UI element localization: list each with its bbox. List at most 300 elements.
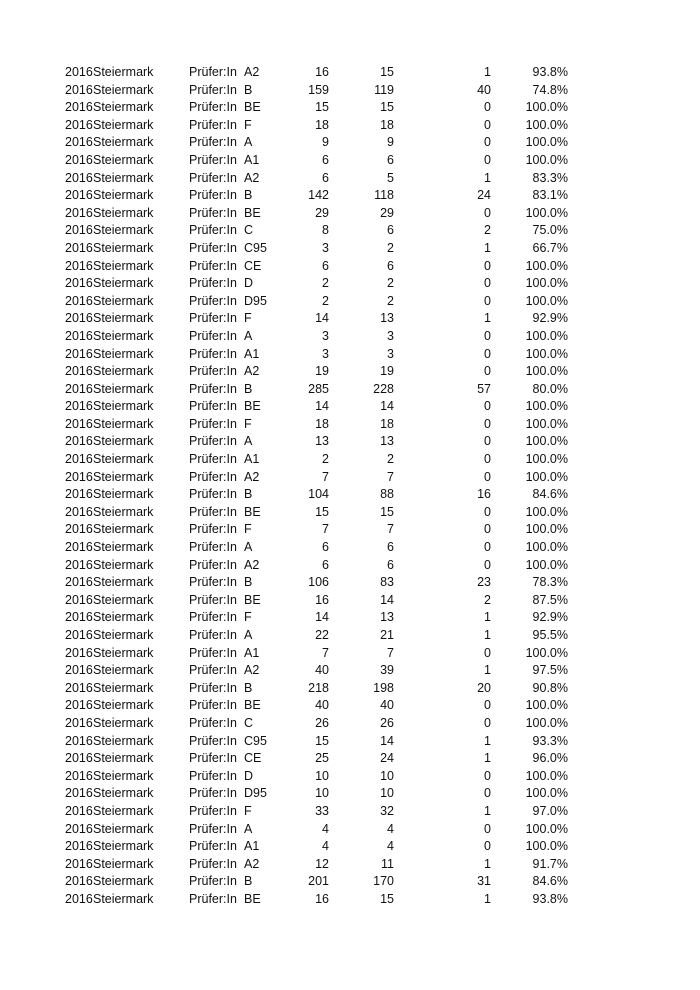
cell-passed: 228 [373, 381, 394, 396]
cell-pass-rate: 100.0% [525, 434, 568, 449]
table-row [0, 627, 700, 645]
cell-failed: 24 [477, 188, 491, 203]
cell-total: 40 [315, 698, 329, 713]
cell-passed: 21 [380, 628, 394, 642]
cell-passed: 13 [380, 610, 394, 625]
cell-failed: 0 [484, 698, 491, 713]
cell-role: Prüfer:In [189, 839, 237, 854]
cell-pass-rate: 83.3% [532, 170, 568, 185]
cell-year: 2016 [65, 874, 93, 889]
cell-region: Steiermark [93, 240, 154, 255]
cell-failed: 1 [484, 803, 491, 818]
table-row [0, 680, 700, 698]
cell-role: Prüfer:In [189, 293, 237, 308]
table-row [0, 838, 700, 856]
table-row [0, 381, 700, 399]
cell-total: 10 [315, 768, 329, 783]
cell-total: 16 [315, 592, 329, 607]
cell-year: 2016 [65, 452, 93, 467]
cell-role: Prüfer:In [189, 786, 237, 801]
cell-year: 2016 [65, 680, 93, 695]
cell-total: 201 [308, 874, 329, 889]
cell-role: Prüfer:In [189, 170, 237, 185]
cell-role: Prüfer:In [189, 205, 237, 220]
cell-total: 3 [322, 240, 329, 255]
cell-passed: 4 [387, 821, 394, 836]
cell-year: 2016 [65, 399, 93, 414]
cell-region: Steiermark [93, 610, 154, 625]
cell-failed: 2 [484, 592, 491, 607]
cell-region: Steiermark [93, 891, 154, 906]
cell-role: Prüfer:In [189, 416, 237, 431]
cell-total: 218 [308, 680, 329, 695]
cell-role: Prüfer:In [189, 592, 237, 607]
cell-year: 2016 [65, 891, 93, 906]
cell-failed: 0 [484, 152, 491, 167]
cell-passed: 2 [387, 276, 394, 291]
cell-failed: 20 [477, 680, 491, 695]
cell-passed: 6 [387, 540, 394, 555]
cell-total: 159 [308, 82, 329, 97]
table-row [0, 82, 700, 100]
cell-role: Prüfer:In [189, 188, 237, 203]
cell-failed: 0 [484, 276, 491, 291]
cell-failed: 2 [484, 223, 491, 238]
cell-year: 2016 [65, 152, 93, 167]
cell-total: 14 [315, 399, 329, 414]
cell-region: Steiermark [93, 592, 154, 607]
table-row [0, 662, 700, 680]
cell-license-class: A [244, 434, 253, 449]
cell-passed: 7 [387, 522, 394, 537]
cell-passed: 18 [380, 117, 394, 132]
cell-license-class: A2 [244, 65, 260, 79]
cell-year: 2016 [65, 346, 93, 361]
cell-region: Steiermark [93, 786, 154, 801]
cell-failed: 0 [484, 346, 491, 361]
cell-total: 14 [315, 610, 329, 625]
cell-region: Steiermark [93, 416, 154, 431]
table-row [0, 64, 700, 82]
cell-passed: 6 [387, 223, 394, 238]
cell-license-class: A2 [244, 663, 260, 678]
cell-total: 26 [315, 715, 329, 730]
cell-license-class: A2 [244, 170, 260, 185]
cell-year: 2016 [65, 258, 93, 273]
cell-role: Prüfer:In [189, 645, 237, 660]
cell-region: Steiermark [93, 117, 154, 132]
cell-pass-rate: 66.7% [532, 240, 568, 255]
cell-region: Steiermark [93, 135, 154, 150]
cell-year: 2016 [65, 575, 93, 590]
table-row [0, 785, 700, 803]
cell-total: 25 [315, 751, 329, 766]
cell-failed: 0 [484, 328, 491, 343]
cell-pass-rate: 95.5% [532, 628, 568, 642]
table-row [0, 117, 700, 135]
cell-license-class: A2 [244, 364, 260, 379]
cell-year: 2016 [65, 100, 93, 115]
cell-failed: 0 [484, 100, 491, 115]
cell-pass-rate: 78.3% [532, 575, 568, 590]
cell-year: 2016 [65, 698, 93, 713]
cell-license-class: BE [244, 504, 261, 519]
table-row [0, 645, 700, 663]
cell-year: 2016 [65, 223, 93, 238]
cell-year: 2016 [65, 522, 93, 537]
cell-role: Prüfer:In [189, 504, 237, 519]
cell-failed: 0 [484, 540, 491, 555]
cell-total: 6 [322, 540, 329, 555]
cell-license-class: CE [244, 258, 262, 273]
cell-pass-rate: 80.0% [532, 381, 568, 396]
table-row [0, 715, 700, 733]
cell-license-class: D [244, 276, 254, 291]
cell-failed: 16 [477, 487, 491, 502]
cell-total: 7 [322, 645, 329, 660]
table-row [0, 891, 700, 909]
cell-pass-rate: 100.0% [525, 452, 568, 467]
cell-passed: 14 [380, 399, 394, 414]
cell-license-class: B [244, 680, 253, 695]
table-row [0, 856, 700, 874]
cell-region: Steiermark [93, 575, 154, 590]
cell-year: 2016 [65, 821, 93, 836]
cell-passed: 10 [380, 786, 394, 801]
cell-year: 2016 [65, 645, 93, 660]
cell-pass-rate: 100.0% [525, 346, 568, 361]
cell-pass-rate: 100.0% [525, 698, 568, 713]
cell-license-class: BE [244, 592, 261, 607]
cell-total: 9 [322, 135, 329, 150]
cell-year: 2016 [65, 803, 93, 818]
cell-passed: 26 [380, 715, 394, 730]
cell-year: 2016 [65, 786, 93, 801]
cell-year: 2016 [65, 240, 93, 255]
cell-failed: 0 [484, 364, 491, 379]
cell-total: 14 [315, 311, 329, 326]
cell-total: 18 [315, 117, 329, 132]
cell-total: 16 [315, 65, 329, 79]
cell-pass-rate: 100.0% [525, 786, 568, 801]
cell-role: Prüfer:In [189, 698, 237, 713]
cell-year: 2016 [65, 135, 93, 150]
cell-failed: 1 [484, 311, 491, 326]
cell-pass-rate: 91.7% [532, 856, 568, 871]
cell-passed: 18 [380, 416, 394, 431]
cell-role: Prüfer:In [189, 276, 237, 291]
table-row [0, 170, 700, 188]
cell-failed: 0 [484, 434, 491, 449]
cell-region: Steiermark [93, 364, 154, 379]
cell-role: Prüfer:In [189, 452, 237, 467]
cell-pass-rate: 100.0% [525, 540, 568, 555]
cell-license-class: B [244, 381, 253, 396]
cell-role: Prüfer:In [189, 557, 237, 572]
table-row [0, 609, 700, 627]
cell-region: Steiermark [93, 504, 154, 519]
cell-total: 285 [308, 381, 329, 396]
cell-license-class: A [244, 540, 253, 555]
cell-passed: 24 [380, 751, 394, 766]
cell-license-class: A1 [244, 152, 260, 167]
cell-role: Prüfer:In [189, 364, 237, 379]
cell-year: 2016 [65, 628, 93, 642]
cell-total: 4 [322, 839, 329, 854]
cell-total: 6 [322, 557, 329, 572]
cell-year: 2016 [65, 205, 93, 220]
cell-failed: 0 [484, 786, 491, 801]
cell-license-class: BE [244, 891, 261, 906]
table-row [0, 574, 700, 592]
cell-license-class: A1 [244, 346, 260, 361]
cell-pass-rate: 100.0% [525, 135, 568, 150]
cell-failed: 1 [484, 240, 491, 255]
cell-passed: 9 [387, 135, 394, 150]
cell-region: Steiermark [93, 258, 154, 273]
cell-region: Steiermark [93, 768, 154, 783]
cell-year: 2016 [65, 768, 93, 783]
cell-pass-rate: 96.0% [532, 751, 568, 766]
cell-year: 2016 [65, 663, 93, 678]
cell-role: Prüfer:In [189, 469, 237, 484]
cell-passed: 4 [387, 839, 394, 854]
cell-total: 2 [322, 276, 329, 291]
spreadsheet-table [0, 64, 700, 909]
cell-role: Prüfer:In [189, 311, 237, 326]
cell-total: 15 [315, 504, 329, 519]
table-row [0, 697, 700, 715]
cell-region: Steiermark [93, 223, 154, 238]
cell-license-class: B [244, 487, 253, 502]
cell-year: 2016 [65, 557, 93, 572]
cell-license-class: A [244, 135, 253, 150]
cell-license-class: A1 [244, 645, 260, 660]
cell-pass-rate: 100.0% [525, 399, 568, 414]
cell-license-class: C95 [244, 240, 267, 255]
cell-pass-rate: 100.0% [525, 152, 568, 167]
cell-role: Prüfer:In [189, 223, 237, 238]
cell-license-class: A2 [244, 557, 260, 572]
cell-role: Prüfer:In [189, 240, 237, 255]
cell-year: 2016 [65, 381, 93, 396]
cell-role: Prüfer:In [189, 82, 237, 97]
cell-license-class: A [244, 821, 253, 836]
cell-year: 2016 [65, 856, 93, 871]
cell-license-class: B [244, 874, 253, 889]
table-row [0, 398, 700, 416]
cell-failed: 1 [484, 610, 491, 625]
cell-license-class: F [244, 117, 252, 132]
cell-total: 142 [308, 188, 329, 203]
cell-license-class: F [244, 522, 252, 537]
cell-failed: 0 [484, 117, 491, 132]
cell-total: 4 [322, 821, 329, 836]
cell-year: 2016 [65, 610, 93, 625]
cell-license-class: F [244, 803, 252, 818]
cell-region: Steiermark [93, 839, 154, 854]
cell-region: Steiermark [93, 276, 154, 291]
cell-pass-rate: 100.0% [525, 821, 568, 836]
cell-region: Steiermark [93, 82, 154, 97]
cell-role: Prüfer:In [189, 135, 237, 150]
cell-total: 18 [315, 416, 329, 431]
cell-license-class: A2 [244, 856, 260, 871]
cell-total: 16 [315, 891, 329, 906]
cell-license-class: CE [244, 751, 262, 766]
cell-license-class: A2 [244, 469, 260, 484]
cell-role: Prüfer:In [189, 680, 237, 695]
table-row [0, 504, 700, 522]
cell-failed: 57 [477, 381, 491, 396]
cell-failed: 0 [484, 205, 491, 220]
cell-year: 2016 [65, 540, 93, 555]
cell-passed: 10 [380, 768, 394, 783]
cell-pass-rate: 100.0% [525, 504, 568, 519]
cell-year: 2016 [65, 715, 93, 730]
cell-year: 2016 [65, 469, 93, 484]
cell-pass-rate: 100.0% [525, 293, 568, 308]
cell-license-class: BE [244, 698, 261, 713]
cell-license-class: A [244, 628, 253, 642]
cell-failed: 0 [484, 469, 491, 484]
cell-passed: 5 [387, 170, 394, 185]
table-row [0, 451, 700, 469]
cell-region: Steiermark [93, 628, 154, 642]
cell-year: 2016 [65, 188, 93, 203]
cell-passed: 15 [380, 100, 394, 115]
cell-role: Prüfer:In [189, 751, 237, 766]
cell-role: Prüfer:In [189, 733, 237, 748]
cell-role: Prüfer:In [189, 487, 237, 502]
table-row [0, 99, 700, 117]
cell-failed: 0 [484, 293, 491, 308]
cell-pass-rate: 100.0% [525, 416, 568, 431]
cell-pass-rate: 100.0% [525, 276, 568, 291]
cell-passed: 3 [387, 346, 394, 361]
cell-year: 2016 [65, 364, 93, 379]
cell-passed: 19 [380, 364, 394, 379]
cell-region: Steiermark [93, 540, 154, 555]
cell-region: Steiermark [93, 645, 154, 660]
cell-failed: 0 [484, 715, 491, 730]
table-row [0, 521, 700, 539]
table-row [0, 346, 700, 364]
cell-total: 106 [308, 575, 329, 590]
cell-year: 2016 [65, 311, 93, 326]
cell-failed: 0 [484, 768, 491, 783]
cell-passed: 198 [373, 680, 394, 695]
cell-role: Prüfer:In [189, 65, 237, 79]
table-row [0, 416, 700, 434]
cell-failed: 0 [484, 258, 491, 273]
cell-total: 29 [315, 205, 329, 220]
cell-license-class: F [244, 416, 252, 431]
cell-passed: 7 [387, 645, 394, 660]
cell-total: 15 [315, 733, 329, 748]
cell-role: Prüfer:In [189, 803, 237, 818]
cell-year: 2016 [65, 592, 93, 607]
cell-failed: 1 [484, 65, 491, 79]
cell-role: Prüfer:In [189, 381, 237, 396]
cell-year: 2016 [65, 328, 93, 343]
table-row [0, 310, 700, 328]
cell-pass-rate: 84.6% [532, 487, 568, 502]
cell-region: Steiermark [93, 715, 154, 730]
table-row [0, 873, 700, 891]
cell-pass-rate: 97.0% [532, 803, 568, 818]
cell-role: Prüfer:In [189, 891, 237, 906]
cell-region: Steiermark [93, 293, 154, 308]
cell-role: Prüfer:In [189, 434, 237, 449]
cell-failed: 1 [484, 628, 491, 642]
cell-failed: 0 [484, 557, 491, 572]
cell-pass-rate: 100.0% [525, 364, 568, 379]
cell-failed: 0 [484, 416, 491, 431]
cell-pass-rate: 93.8% [532, 891, 568, 906]
cell-license-class: C [244, 715, 254, 730]
cell-license-class: F [244, 610, 252, 625]
cell-region: Steiermark [93, 100, 154, 115]
table-row [0, 363, 700, 381]
cell-pass-rate: 100.0% [525, 328, 568, 343]
table-row [0, 486, 700, 504]
cell-role: Prüfer:In [189, 522, 237, 537]
table-row [0, 187, 700, 205]
cell-role: Prüfer:In [189, 856, 237, 871]
cell-total: 104 [308, 487, 329, 502]
cell-failed: 0 [484, 399, 491, 414]
cell-year: 2016 [65, 504, 93, 519]
cell-region: Steiermark [93, 469, 154, 484]
cell-pass-rate: 100.0% [525, 645, 568, 660]
cell-total: 33 [315, 803, 329, 818]
table-row [0, 469, 700, 487]
cell-role: Prüfer:In [189, 258, 237, 273]
cell-pass-rate: 75.0% [532, 223, 568, 238]
cell-failed: 40 [477, 82, 491, 97]
cell-license-class: BE [244, 399, 261, 414]
cell-year: 2016 [65, 65, 93, 79]
cell-role: Prüfer:In [189, 628, 237, 642]
cell-passed: 11 [381, 856, 394, 871]
cell-total: 10 [315, 786, 329, 801]
cell-license-class: C [244, 223, 254, 238]
cell-region: Steiermark [93, 680, 154, 695]
table-row [0, 433, 700, 451]
cell-failed: 1 [484, 170, 491, 185]
cell-region: Steiermark [93, 399, 154, 414]
cell-region: Steiermark [93, 328, 154, 343]
cell-region: Steiermark [93, 856, 154, 871]
table-row [0, 803, 700, 821]
table-row [0, 768, 700, 786]
cell-passed: 118 [374, 188, 394, 203]
cell-region: Steiermark [93, 311, 154, 326]
cell-region: Steiermark [93, 170, 154, 185]
cell-license-class: A [244, 328, 253, 343]
cell-region: Steiermark [93, 663, 154, 678]
cell-pass-rate: 100.0% [525, 839, 568, 854]
cell-region: Steiermark [93, 205, 154, 220]
cell-region: Steiermark [93, 381, 154, 396]
cell-year: 2016 [65, 170, 93, 185]
cell-role: Prüfer:In [189, 117, 237, 132]
cell-region: Steiermark [93, 557, 154, 572]
cell-role: Prüfer:In [189, 152, 237, 167]
cell-license-class: A1 [244, 452, 260, 467]
cell-passed: 13 [380, 434, 394, 449]
